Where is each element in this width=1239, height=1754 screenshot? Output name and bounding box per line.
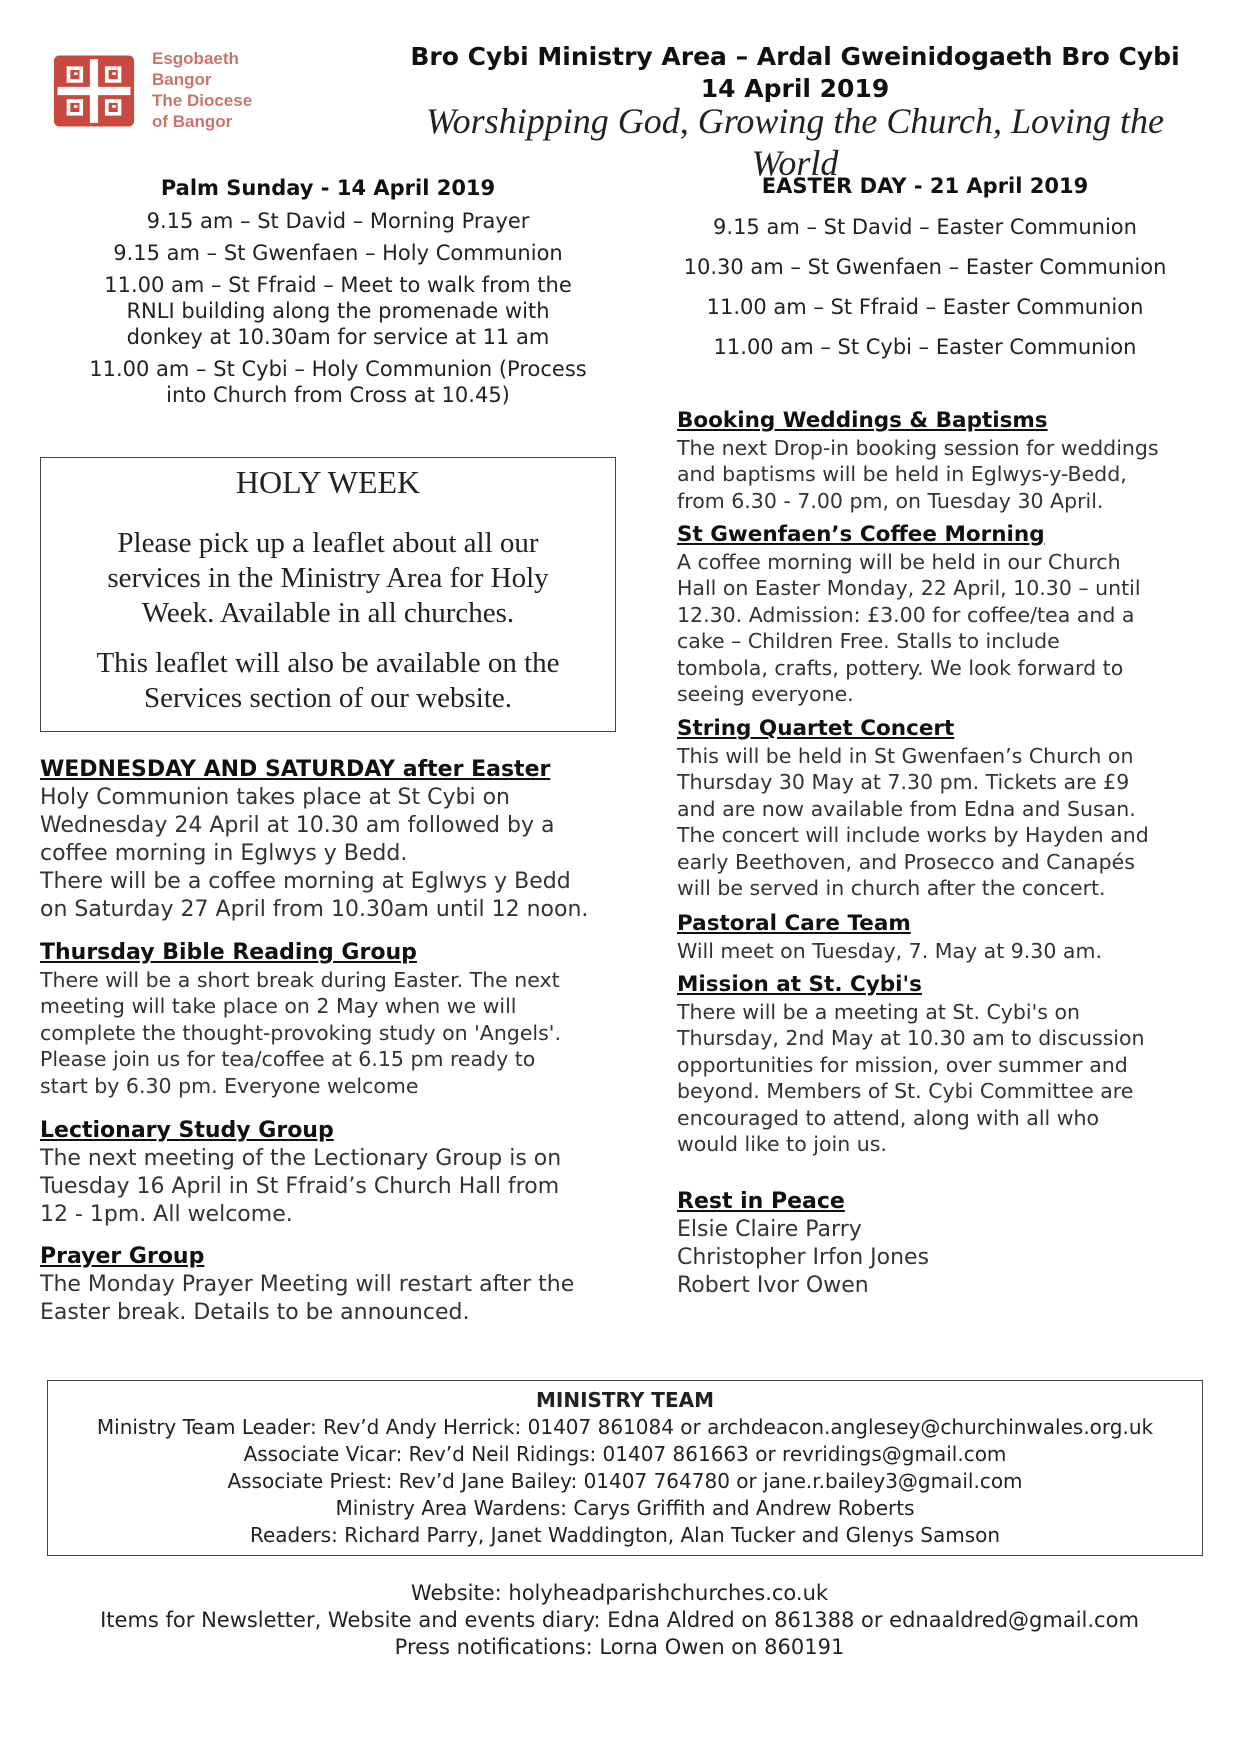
service-item bbox=[40, 240, 636, 266]
notice-heading: Lectionary Study Group bbox=[40, 1118, 334, 1143]
notice-line: cake – Children Free. Stalls to include bbox=[677, 629, 1060, 653]
text-line: services in the Ministry Area for Holy bbox=[107, 562, 549, 594]
notice-line: and are now available from Edna and Susan. bbox=[677, 796, 1136, 821]
notice-wednesday-saturday bbox=[40, 756, 640, 924]
ministry-team-line: Associate Priest: Rev’d Jane Bailey: 01407 764780 or jane.r.bailey3@gmail.com bbox=[227, 1469, 1023, 1493]
easter-day-heading: EASTER DAY - 21 April 2019 bbox=[761, 174, 1089, 198]
notice-line: The next meeting of the Lectionary Group is on bbox=[40, 1146, 562, 1171]
notice-line: There will be a meeting at St. Cybi's on bbox=[677, 999, 1080, 1024]
service-item: 11.00 am – St Cybi – Easter Communion bbox=[713, 335, 1137, 359]
service-item: 9.15 am – St David – Easter Communion bbox=[713, 215, 1137, 239]
notice-line: Hall on Easter Monday, 22 April, 10.30 – until bbox=[677, 576, 1141, 600]
service-item bbox=[40, 208, 636, 234]
notice-line: Easter break. Details to be announced. bbox=[40, 1300, 470, 1325]
notice-heading: St Gwenfaen’s Coffee Morning bbox=[677, 522, 1045, 547]
notice-line: The Monday Prayer Meeting will restart after the bbox=[40, 1272, 575, 1297]
notice-line: tombola, crafts, pottery. We look forward to bbox=[677, 655, 1124, 680]
holy-week-title: HOLY WEEK bbox=[235, 464, 421, 500]
service-item: 10.30 am – St Gwenfaen – Easter Communion bbox=[683, 255, 1167, 279]
logo-line: of Bangor bbox=[152, 112, 233, 131]
ministry-team-line: Readers: Richard Parry, Janet Waddington, Alan Tucker and Glenys Samson bbox=[249, 1523, 1001, 1547]
notice-line: coffee morning in Eglwys y Bedd. bbox=[40, 841, 408, 866]
notice-coffee-morning bbox=[677, 522, 1217, 708]
notice-line: start by 6.30 pm. Everyone welcome bbox=[40, 1073, 419, 1098]
holy-week-paragraph bbox=[55, 646, 601, 716]
service-line: RNLI building along the promenade with bbox=[126, 299, 550, 323]
notice-line: This will be held in St Gwenfaen’s Church on bbox=[677, 743, 1134, 768]
ministry-team-line: Associate Vicar: Rev’d Neil Ridings: 01407 861663 or revridings@gmail.com bbox=[243, 1442, 1007, 1466]
palm-sunday-services bbox=[40, 208, 636, 408]
notice-line: meeting will take place on 2 May when we will bbox=[40, 994, 517, 1018]
notice-line: There will be a coffee morning at Eglwys y Bedd bbox=[40, 869, 571, 894]
notice-string-quartet bbox=[677, 716, 1217, 902]
notice-line: Thursday, 2nd May at 10.30 am to discussion bbox=[677, 1026, 1145, 1050]
holy-week-box bbox=[40, 457, 616, 732]
notice-rest-in-peace bbox=[677, 1188, 1217, 1300]
notice-line: There will be a short break during Easter. The next bbox=[40, 967, 560, 992]
footer-press-contact: Press notifications: Lorna Owen on 860191 bbox=[394, 1635, 845, 1659]
notice-line: encouraged to attend, along with all who bbox=[677, 1105, 1100, 1130]
notice-weddings-baptisms bbox=[677, 408, 1217, 514]
newsletter-date: 14 April 2019 bbox=[700, 74, 890, 103]
service-line: 11.00 am – St Cybi – Holy Communion (Process bbox=[89, 357, 587, 381]
notice-line: Thursday 30 May at 7.30 pm. Tickets are £9 bbox=[677, 770, 1130, 794]
notice-line: opportunities for mission, over summer and bbox=[677, 1052, 1128, 1077]
service-item: 11.00 am – St Ffraid – Easter Communion bbox=[706, 295, 1144, 319]
notice-line: Robert Ivor Owen bbox=[677, 1273, 869, 1298]
notice-heading: Prayer Group bbox=[40, 1244, 205, 1269]
ministry-team-line: Ministry Team Leader: Rev’d Andy Herrick: 01407 861084 or archdeacon.anglesey@churchinwales.org.uk bbox=[96, 1415, 1154, 1439]
notice-heading: String Quartet Concert bbox=[677, 716, 955, 741]
easter-day-services bbox=[660, 214, 1190, 360]
notice-line: Tuesday 16 April in St Ffraid’s Church Hall from bbox=[40, 1174, 560, 1199]
notice-line: A coffee morning will be held in our Church bbox=[677, 549, 1121, 574]
diocese-logo bbox=[48, 50, 140, 132]
ministry-team-box bbox=[47, 1380, 1203, 1556]
logo-text bbox=[152, 48, 252, 132]
notice-line: would like to join us. bbox=[677, 1132, 887, 1156]
notice-heading: WEDNESDAY AND SATURDAY after Easter bbox=[40, 757, 551, 782]
notice-line: Please join us for tea/coffee at 6.15 pm ready to bbox=[40, 1047, 536, 1071]
footer-website: Website: holyheadparishchurches.co.uk bbox=[410, 1581, 829, 1605]
notice-line: 12.30. Admission: £3.00 for coffee/tea and a bbox=[677, 602, 1135, 627]
ministry-team-heading: MINISTRY TEAM bbox=[535, 1388, 714, 1412]
notice-bible-reading bbox=[40, 940, 640, 1099]
logo-line: Esgobaeth bbox=[152, 49, 239, 68]
notice-heading: Rest in Peace bbox=[677, 1189, 845, 1214]
service-line: 9.15 am – St David – Morning Prayer bbox=[146, 209, 530, 233]
notice-heading: Thursday Bible Reading Group bbox=[40, 940, 417, 965]
ministry-team-line: Ministry Area Wardens: Carys Griffith and Andrew Roberts bbox=[335, 1496, 915, 1520]
text-line: This leaflet will also be available on the bbox=[96, 647, 560, 679]
logo-line: The Diocese bbox=[152, 91, 253, 110]
notice-mission bbox=[677, 972, 1217, 1158]
notice-heading: Mission at St. Cybi's bbox=[677, 972, 922, 997]
notice-line: The concert will include works by Hayden and bbox=[677, 823, 1149, 847]
notice-line: on Saturday 27 April from 10.30am until 12 noon. bbox=[40, 897, 589, 922]
text-line: Please pick up a leaflet about all our bbox=[117, 527, 539, 559]
text-line: Services section of our website. bbox=[143, 682, 513, 714]
notice-heading: Pastoral Care Team bbox=[677, 911, 911, 936]
text-line: Week. Available in all churches. bbox=[141, 597, 515, 629]
notice-line: 12 - 1pm. All welcome. bbox=[40, 1202, 293, 1227]
logo-line: Bangor bbox=[152, 70, 212, 89]
notice-line: Christopher Irfon Jones bbox=[677, 1245, 930, 1270]
notice-pastoral-care bbox=[677, 911, 1217, 964]
notice-line: complete the thought-provoking study on 'Angels'. bbox=[40, 1020, 561, 1045]
palm-sunday-heading: Palm Sunday - 14 April 2019 bbox=[160, 176, 496, 200]
notice-line: and baptisms will be held in Eglwys-y-Bedd, bbox=[677, 462, 1127, 486]
notice-line: early Beethoven, and Prosecco and Canapés bbox=[677, 849, 1135, 874]
notice-lectionary bbox=[40, 1117, 640, 1229]
newsletter-title: Bro Cybi Ministry Area – Ardal Gweinidogaeth Bro Cybi bbox=[410, 42, 1180, 71]
notice-line: Will meet on Tuesday, 7. May at 9.30 am. bbox=[677, 938, 1102, 963]
service-line: 9.15 am – St Gwenfaen – Holy Communion bbox=[113, 241, 563, 265]
service-item bbox=[40, 356, 636, 408]
notice-line: Holy Communion takes place at St Cybi on bbox=[40, 785, 510, 810]
notice-line: Elsie Claire Parry bbox=[677, 1217, 862, 1242]
notice-line: The next Drop-in booking session for weddings bbox=[677, 435, 1159, 460]
footer-newsletter-contact: Items for Newsletter, Website and events diary: Edna Aldred on 861388 or ednaaldred@gmail.com bbox=[100, 1608, 1139, 1632]
motto: Worshipping God, Growing the Church, Loving the World bbox=[425, 101, 1165, 183]
notice-line: will be served in church after the concert. bbox=[677, 876, 1106, 900]
notice-heading: Booking Weddings & Baptisms bbox=[677, 408, 1048, 433]
holy-week-paragraph bbox=[55, 526, 601, 631]
notice-line: Wednesday 24 April at 10.30 am followed by a bbox=[40, 813, 555, 838]
service-item bbox=[40, 272, 636, 350]
service-line: 11.00 am – St Ffraid – Meet to walk from the bbox=[104, 273, 572, 297]
notice-line: beyond. Members of St. Cybi Committee are bbox=[677, 1079, 1134, 1103]
service-line: into Church from Cross at 10.45) bbox=[166, 383, 510, 407]
notice-line: seeing everyone. bbox=[677, 682, 854, 706]
notice-prayer-group bbox=[40, 1243, 640, 1327]
service-line: donkey at 10.30am for service at 11 am bbox=[126, 325, 550, 349]
notice-line: from 6.30 - 7.00 pm, on Tuesday 30 April. bbox=[677, 488, 1104, 513]
